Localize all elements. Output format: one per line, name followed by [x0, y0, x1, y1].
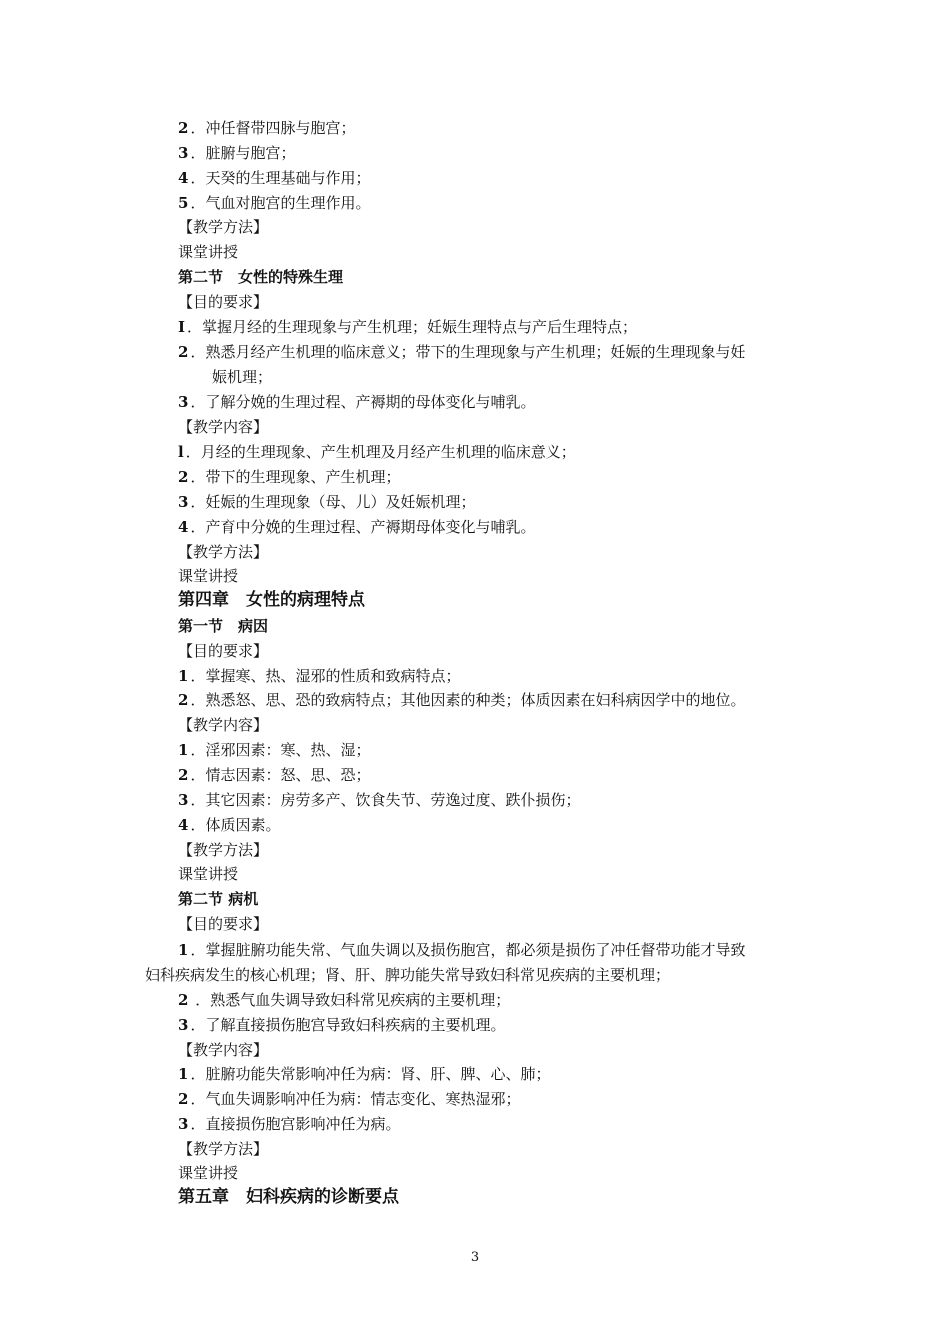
item-number: 3: [178, 1115, 189, 1133]
text-line: [178, 467, 400, 487]
text-line: [178, 193, 370, 213]
text-line: [178, 317, 637, 337]
text-line: [178, 517, 535, 537]
line-text: ．掌握寒、热、湿邪的性质和致病特点；: [190, 667, 461, 685]
line-text: 娠机理；: [212, 368, 273, 386]
line-text: ．了解分娩的生理过程、产褥期的母体变化与哺乳。: [190, 393, 536, 411]
line-text: ．带下的生理现象、产生机理；: [190, 468, 401, 486]
line-text: ．产育中分娩的生理过程、产褥期母体变化与哺乳。: [190, 518, 536, 536]
text-line: [178, 1040, 268, 1060]
line-text: ．天癸的生理基础与作用；: [190, 169, 371, 187]
line-text: 【教学内容】: [178, 716, 269, 734]
text-line: [178, 242, 238, 262]
item-number: 2: [178, 1090, 189, 1108]
line-text: 课堂讲授: [178, 865, 239, 883]
line-text: ．气血对胞宫的生理作用。: [190, 194, 371, 212]
text-line: [178, 168, 370, 188]
text-line: [178, 143, 295, 163]
item-number: I: [178, 318, 186, 336]
text-line: [178, 1064, 550, 1084]
section-heading: [178, 616, 268, 636]
line-text: 【教学内容】: [178, 418, 269, 436]
item-number: l: [178, 443, 184, 461]
line-text: 妇科疾病发生的核心机理；肾、肝、脾功能失常导致妇科常见疾病的主要机理；: [145, 966, 671, 984]
line-text: ．掌握脏腑功能失常、气血失调以及损伤胞宫，都必须是损伤了冲任督带功能才导致: [190, 941, 746, 959]
text-line: [178, 765, 370, 785]
chapter-heading: [178, 1187, 399, 1207]
item-number: 2: [178, 766, 189, 784]
item-number: 1: [178, 1065, 189, 1083]
text-line: [178, 1139, 268, 1159]
text-line: [178, 292, 268, 312]
text-line: [178, 1089, 520, 1109]
text-line: [178, 840, 268, 860]
text-line: [178, 641, 268, 661]
line-text: ．了解直接损伤胞宫导致妇科疾病的主要机理。: [190, 1016, 506, 1034]
item-number: 1: [178, 667, 189, 685]
item-number: 1: [178, 741, 189, 759]
text-line: [178, 542, 268, 562]
item-number: 3: [178, 1016, 189, 1034]
text-line: [178, 914, 268, 934]
section-heading: [178, 889, 258, 909]
line-text: 【教学方法】: [178, 841, 269, 859]
text-line: [178, 342, 745, 362]
item-number: 2: [178, 343, 189, 361]
line-text: ．掌握月经的生理现象与产生机理；妊娠生理特点与产后生理特点；: [187, 318, 638, 336]
text-line: [178, 217, 268, 237]
text-line: [178, 1163, 238, 1183]
text-line: [178, 715, 268, 735]
text-line: [178, 392, 535, 412]
line-text: ．直接损伤胞宫影响冲任为病。: [190, 1115, 401, 1133]
line-text: ．熟悉怒、思、恐的致病特点；其他因素的种类；体质因素在妇科病因学中的地位。: [190, 691, 746, 709]
line-text: 课堂讲授: [178, 567, 239, 585]
chapter-heading: [178, 590, 365, 610]
line-text: ．妊娠的生理现象（母、儿）及妊娠机理；: [190, 493, 476, 511]
line-text: 【目的要求】: [178, 915, 269, 933]
line-text: ．月经的生理现象、产生机理及月经产生机理的临床意义；: [185, 443, 576, 461]
line-text: ．体质因素。: [190, 816, 281, 834]
line-text: 【目的要求】: [178, 642, 269, 660]
page-number: 3: [470, 1250, 480, 1265]
text-line: [178, 566, 238, 586]
item-number: 2: [178, 468, 189, 486]
line-text: 第二节 病机: [178, 890, 259, 908]
line-text: 第四章 女性的病理特点: [178, 590, 365, 610]
item-number: 5: [178, 194, 189, 212]
text-line: [178, 442, 576, 462]
item-number: 1: [178, 941, 189, 959]
line-text: ．脏腑与胞宫；: [190, 144, 296, 162]
text-line: [178, 118, 355, 138]
section-heading: [178, 267, 343, 287]
line-text: ．情志因素：怒、思、恐；: [190, 766, 371, 784]
item-number: 3: [178, 393, 189, 411]
text-line: [178, 815, 280, 835]
line-text: 第一节 病因: [178, 617, 269, 635]
item-number: 2: [178, 691, 189, 709]
line-text: ．冲任督带四脉与胞宫；: [190, 119, 356, 137]
line-text: 【教学方法】: [178, 218, 269, 236]
text-line: [212, 367, 272, 387]
text-line: [178, 864, 238, 884]
text-line: [178, 940, 745, 960]
line-text: 【教学内容】: [178, 1041, 269, 1059]
item-number: 4: [178, 169, 189, 187]
text-line: [178, 790, 580, 810]
text-line: [145, 965, 670, 985]
line-text: ．气血失调影响冲任为病：情志变化、寒热湿邪；: [190, 1090, 521, 1108]
line-text: ．淫邪因素：寒、热、湿；: [190, 741, 371, 759]
text-line: [178, 740, 370, 760]
text-line: [178, 990, 510, 1010]
line-text: 第五章 妇科疾病的诊断要点: [178, 1187, 399, 1207]
line-text: 课堂讲授: [178, 1164, 239, 1182]
line-text: ．熟悉月经产生机理的临床意义；带下的生理现象与产生机理；妊娠的生理现象与妊: [190, 343, 746, 361]
item-number: 3: [178, 493, 189, 511]
line-text: ．其它因素：房劳多产、饮食失节、劳逸过度、跌仆损伤；: [190, 791, 581, 809]
line-text: 课堂讲授: [178, 243, 239, 261]
line-text: 【目的要求】: [178, 293, 269, 311]
line-text: 第二节 女性的特殊生理: [178, 268, 344, 286]
text-line: [178, 417, 268, 437]
text-line: [178, 492, 475, 512]
item-number: 3: [178, 144, 189, 162]
text-line: [178, 1114, 400, 1134]
item-number: 2: [178, 119, 189, 137]
text-line: [178, 690, 745, 710]
line-text: 【教学方法】: [178, 1140, 269, 1158]
line-text: ．脏腑功能失常影响冲任为病：肾、肝、脾、心、肺；: [190, 1065, 551, 1083]
line-text: ．熟悉气血失调导致妇科常见疾病的主要机理；: [190, 991, 511, 1009]
item-number: 2: [178, 991, 189, 1009]
line-text: 【教学方法】: [178, 543, 269, 561]
text-line: [178, 666, 460, 686]
item-number: 4: [178, 816, 189, 834]
item-number: 3: [178, 791, 189, 809]
item-number: 4: [178, 518, 189, 536]
text-line: [178, 1015, 505, 1035]
